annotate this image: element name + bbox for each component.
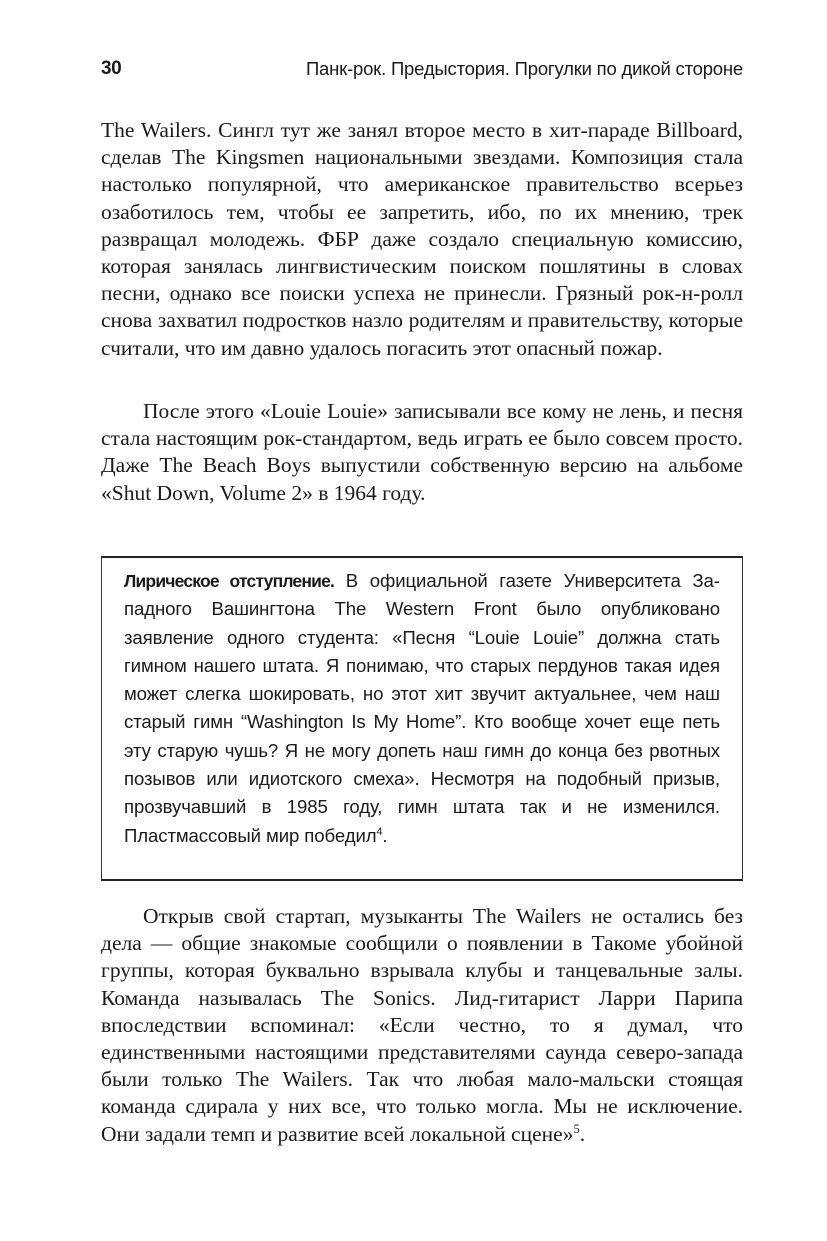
running-title: Панк-рок. Предыстория. Прогулки по дикой стороне (305, 58, 743, 79)
footnote-ref-4: 4 (376, 825, 383, 838)
text-block-middle (101, 398, 743, 507)
footnote-ref-5: 5 (573, 1121, 580, 1136)
page-number: 30 (101, 58, 122, 79)
paragraph-1: The Wailers. Сингл тут же занял второе место в хит-параде Billboard, сделав The Kingsmen национальными звездами. Композиция стала настолько популярной, что американское правительство всерьез озаботилось тем, чтобы ее запретить, ибо, по их мнению, трек развращал молодежь. ФБР даже создало специальную комиссию, которая занялась лингвистическим поиском пошлятины в словах песни, однако все поиски успеха не принесли. Грязный рок-н-ролл снова захватил подростков назло родителям и правительству, которые считали, что им давно удалось погасить этот опасный пожар. (101, 118, 743, 360)
paragraph-3-text: Открыв свой стартап, музыканты The Wailers не остались без дела — общие знакомые сообщили о появлении в Такоме убойной группы, которая буквально взрывала клубы и танцевальные залы. Команда называлась The Sonics. Лид-гитарист Ларри Парипа впоследствии вспоминал: «Если честно, то я думал, что единственными настоящими представителями саунда северо-запада были только The Wailers. Так что любая мало-мальски стоящая команда сдирала у них все, что только могла. Мы не исключение. Они задали темп и развитие всей локальной сцене» (101, 904, 743, 1146)
paragraph-3 (101, 903, 743, 1148)
text-block-bottom (101, 903, 743, 1148)
page-header (101, 58, 743, 86)
lyrical-digression-box (101, 556, 743, 881)
sidebar-paragraph (124, 567, 720, 850)
sidebar-text: В официальной газете Университета Западного Вашингтона The Western Front было опубликовано заявление одного студента: «Песня “Louie Louie” должна стать гимном нашего штата. Я понимаю, что старых пердунов такая идея может слегка шокировать, но этот хит звучит актуальнее, чем наш старый гимн “Washington Is My Home”. Кто вообще хочет еще петь эту старую чушь? Я не могу допеть наш гимн до конца без рвотных позывов или идиотского смеха». Несмотря на подобный призыв, прозвучавший в 1985 году, гимн штата так и не изменился. Пластмассовый мир победил (124, 570, 720, 846)
sidebar-tail: . (382, 824, 388, 846)
sidebar-lead: Лирическое отступление. (124, 571, 335, 591)
paragraph-3-tail: . (579, 1121, 586, 1146)
text-block-top (101, 117, 743, 362)
paragraph-2: После этого «Louie Louie» записывали все кому не лень, и песня стала настоящим рок-стандартом, ведь играть ее было совсем просто. Даже The Beach Boys выпустили собственную версию на альбоме «Shut Down, Volume 2» в 1964 году. (101, 399, 743, 505)
